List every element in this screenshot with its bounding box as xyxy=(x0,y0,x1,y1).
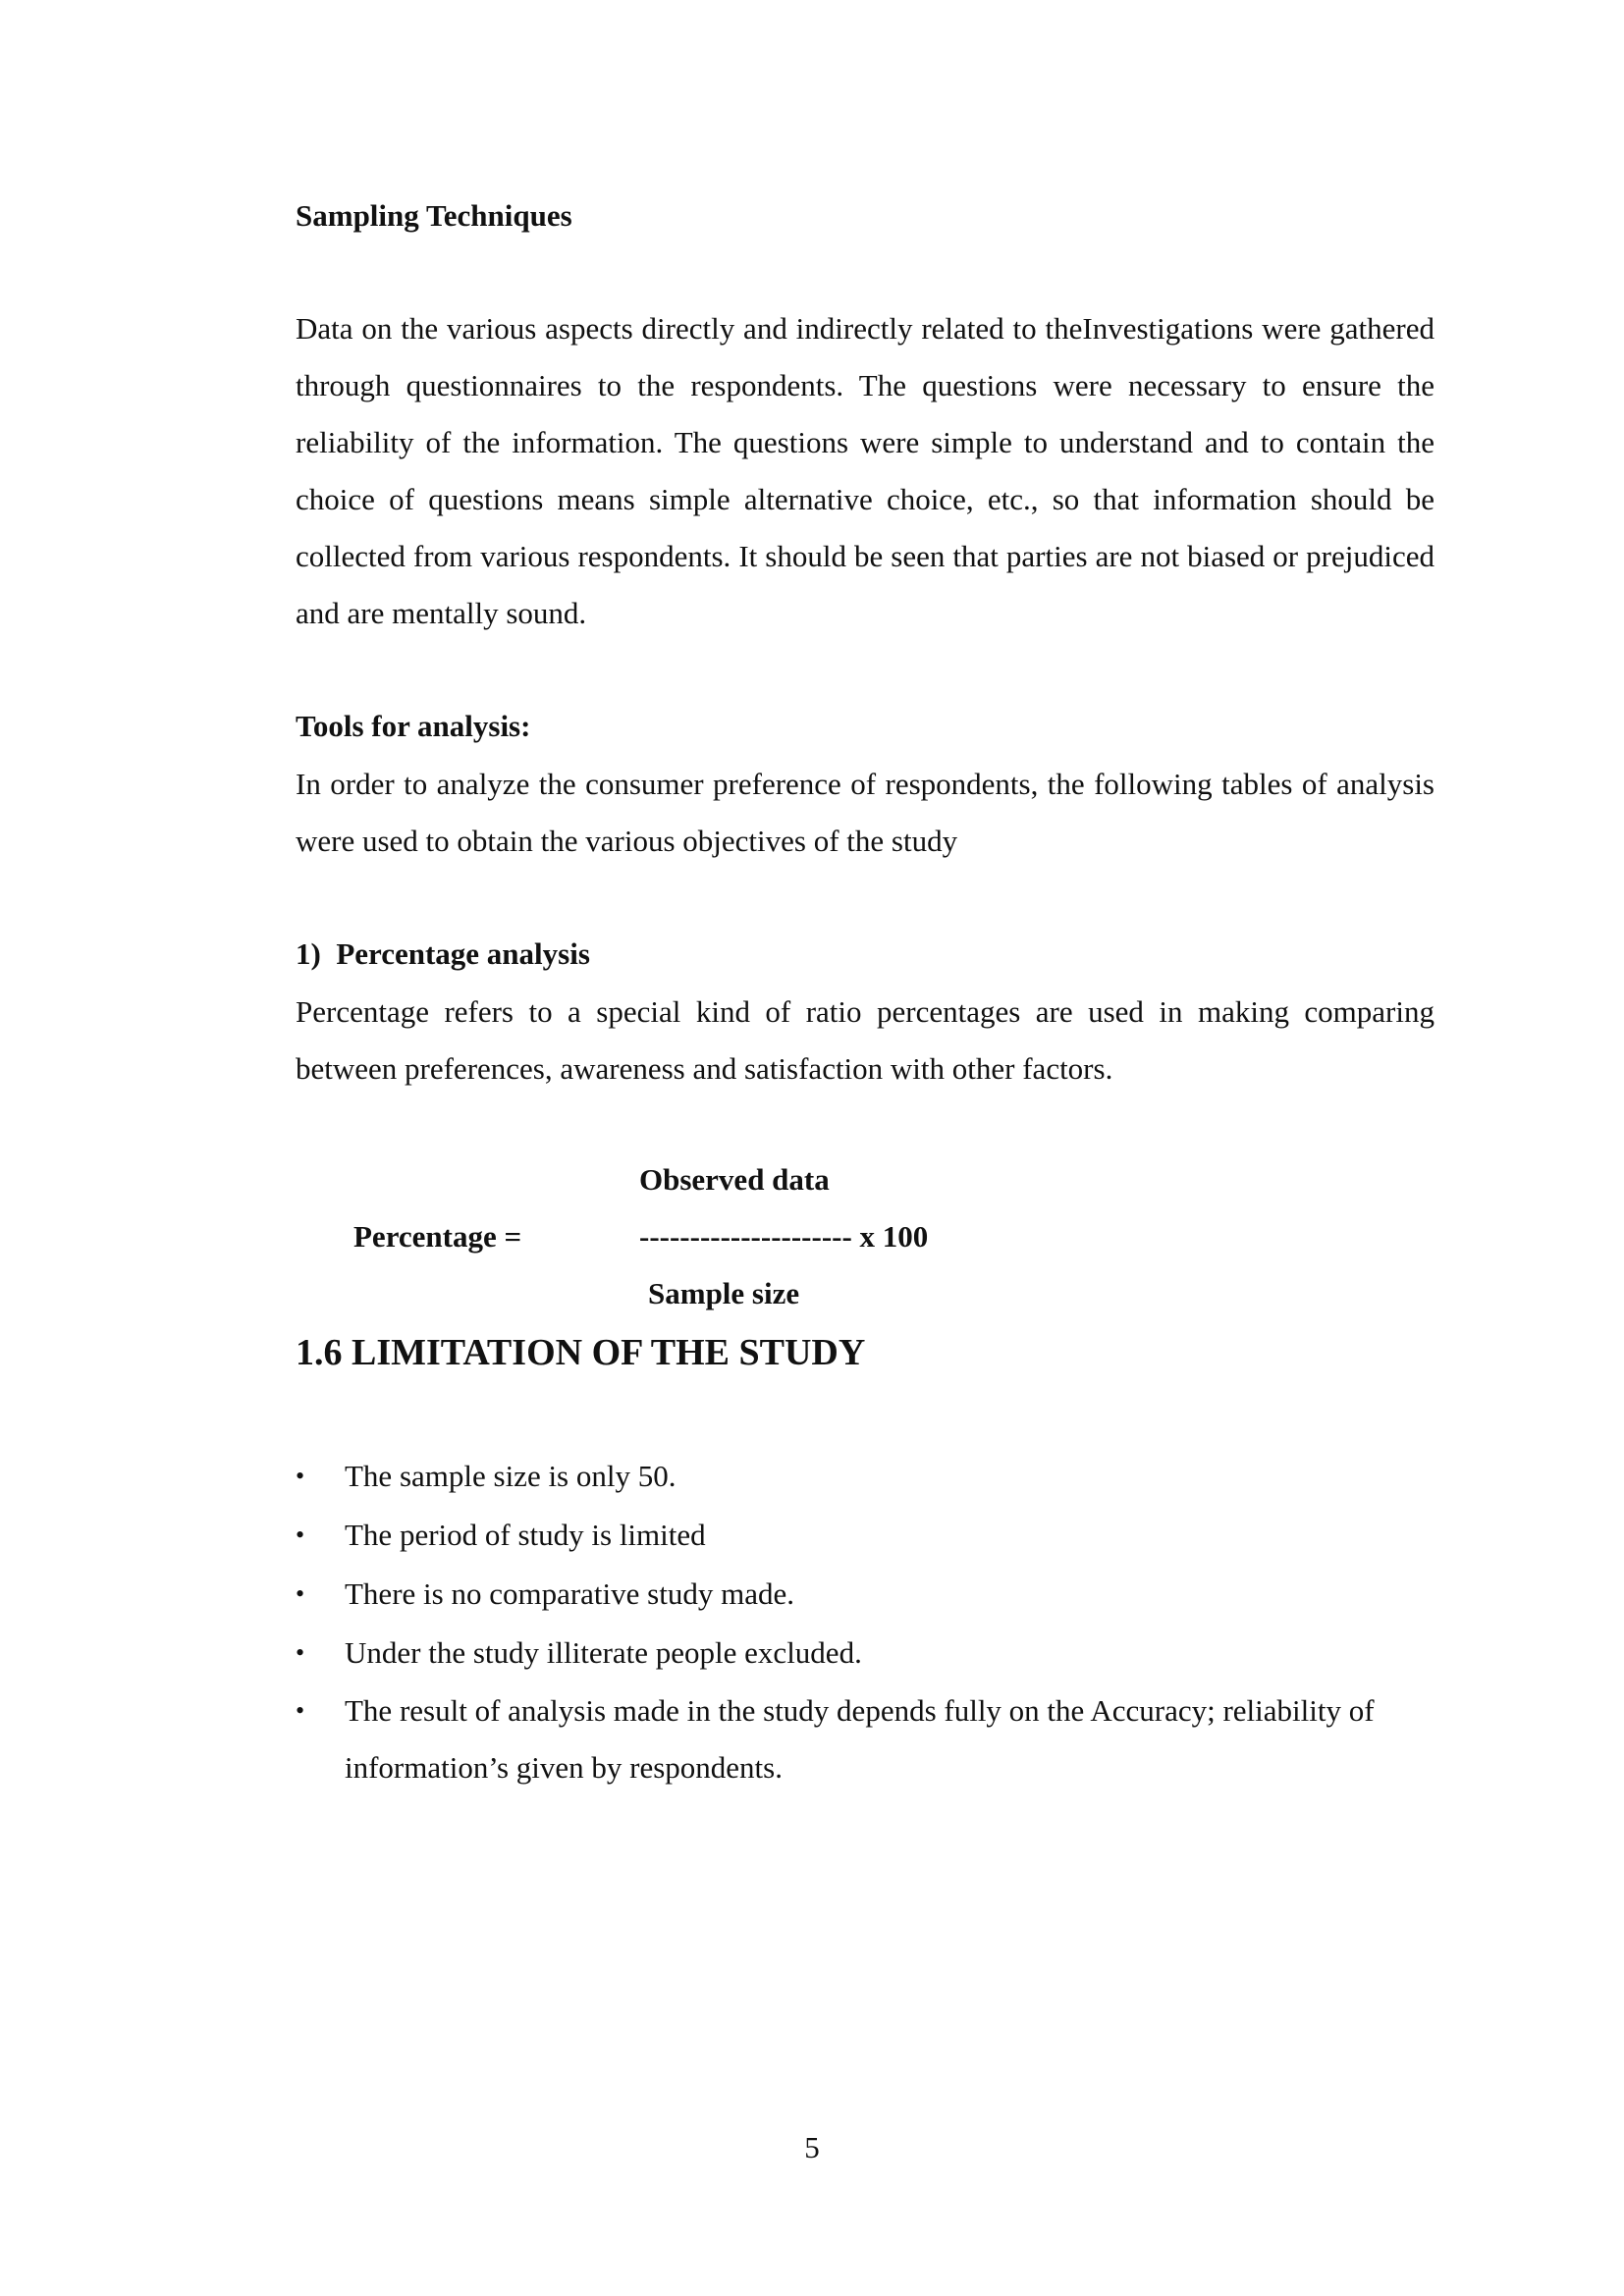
tools-body-block xyxy=(296,756,1435,870)
bullet-icon: • xyxy=(296,1462,305,1490)
list-item xyxy=(296,1624,1435,1682)
bullet-icon: • xyxy=(296,1521,305,1549)
list-item-text: There is no comparative study made. xyxy=(345,1576,794,1611)
list-item-text: The result of analysis made in the study depends fully on the Accuracy; reliability of information’s given by respondents. xyxy=(345,1693,1375,1785)
percentage-analysis-body-block xyxy=(296,984,1435,1097)
list-item xyxy=(296,1506,1435,1565)
bullet-icon: • xyxy=(296,1638,305,1667)
formula-label: Percentage = xyxy=(353,1219,522,1254)
tools-heading: Tools for analysis: xyxy=(296,709,531,743)
percentage-analysis-section xyxy=(296,934,1435,974)
formula-denominator: Sample size xyxy=(648,1276,800,1310)
list-item-text: The period of study is limited xyxy=(345,1518,706,1552)
sampling-paragraph: Data on the various aspects directly and indirectly related to theInvestigations were gathered through questionnaires to the respondents. The questions were necessary to ensure the reliability of the information. The questions were simple to understand and to contain the choice of questions means simple alternative choice, etc., so that information should be collected from various respondents. It should be seen that parties are not biased or prejudiced and are mentally sound. xyxy=(296,311,1435,630)
tools-paragraph: In order to analyze the consumer preference of respondents, the following tables of analysis were used to obtain the various objectives of the study xyxy=(296,767,1435,858)
formula-numerator: Observed data xyxy=(639,1162,830,1197)
list-item xyxy=(296,1447,1435,1506)
limitation-list-block xyxy=(296,1447,1435,1796)
limitation-heading: 1.6 LIMITATION OF THE STUDY xyxy=(296,1332,866,1373)
limitation-section xyxy=(296,1329,1435,1376)
list-item xyxy=(296,1682,1435,1796)
bullet-icon: • xyxy=(296,1696,305,1725)
bullet-icon: • xyxy=(296,1579,305,1608)
percentage-analysis-heading: 1) Percentage analysis xyxy=(296,936,590,971)
page-number: 5 xyxy=(804,2130,820,2164)
limitation-list xyxy=(296,1447,1435,1796)
list-item-text: The sample size is only 50. xyxy=(345,1459,677,1493)
list-item xyxy=(296,1565,1435,1624)
formula-fraction-line: --------------------- x 100 xyxy=(639,1219,929,1254)
sampling-section xyxy=(296,196,1435,236)
sampling-body-block xyxy=(296,300,1435,642)
percentage-analysis-paragraph: Percentage refers to a special kind of ratio percentages are used in making comparing between preferences, awareness and satisfaction with other factors. xyxy=(296,994,1435,1086)
tools-section xyxy=(296,707,1435,746)
sampling-heading: Sampling Techniques xyxy=(296,198,572,233)
list-item-text: Under the study illiterate people excluded. xyxy=(345,1635,862,1670)
